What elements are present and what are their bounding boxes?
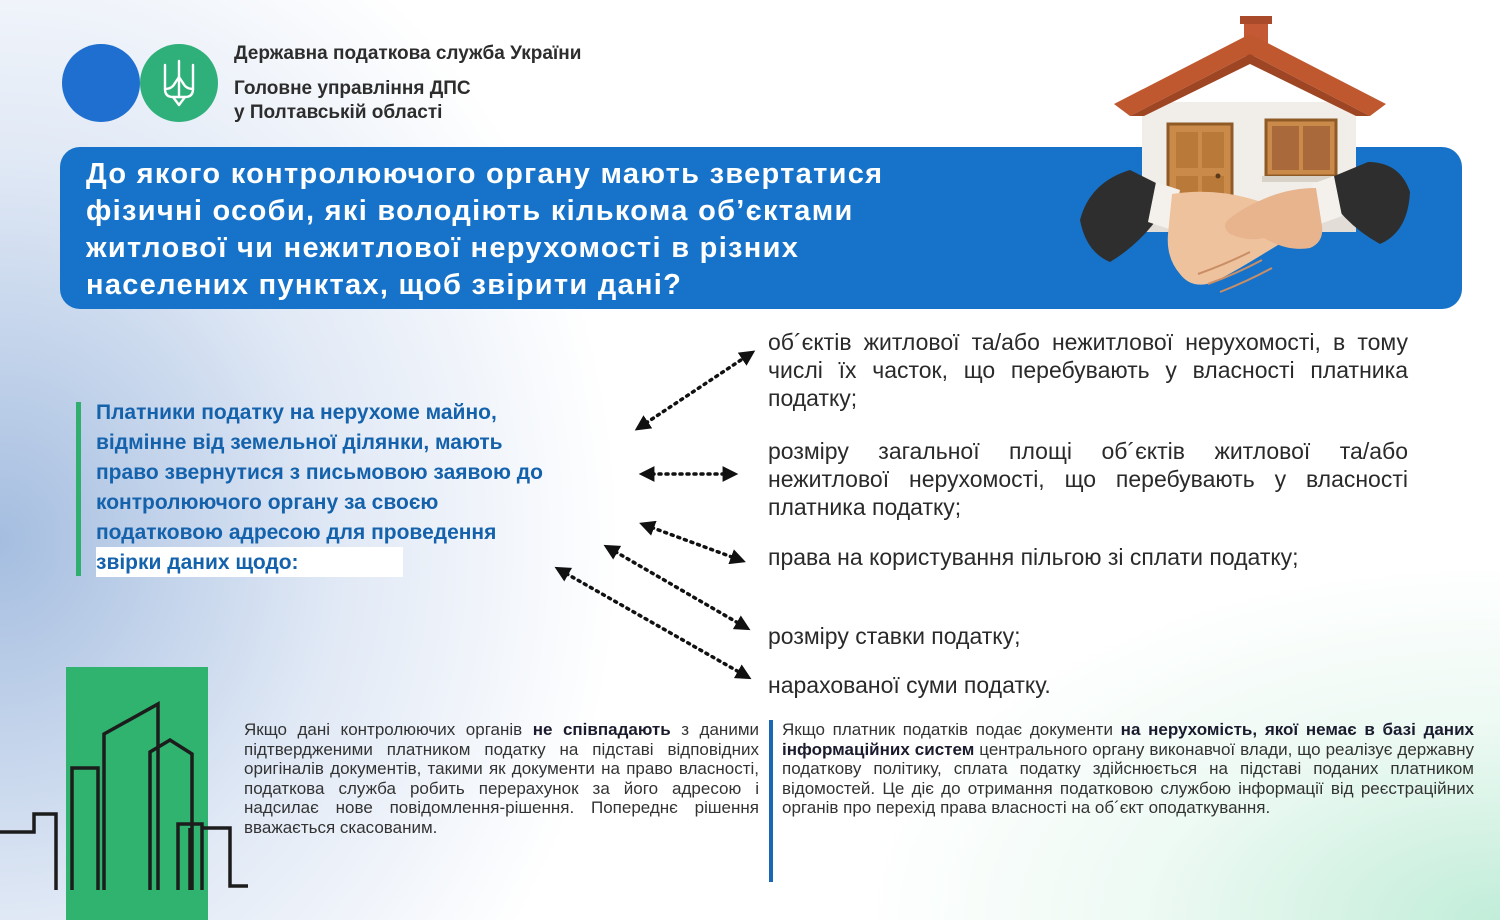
note-right-bold: на нерухомість, якої немає в базі даних інформаційних систем xyxy=(782,720,1474,759)
org-name: Державна податкова служба України xyxy=(234,43,582,64)
note-left-bold: не співпадають xyxy=(532,720,671,739)
org-department: Головне управління ДПС xyxy=(234,78,471,99)
note-right-part2: центрального органу виконавчої влади, що реалізує державну податкову політику, сплата податку здійснюється на підставі поданих платником відомостей. Це діє до отримання податковою службою інформації від реєстраційних органів про перехід права власності на об´єкт оподаткування. xyxy=(782,739,1474,817)
note-missing-property xyxy=(782,720,1474,818)
intro-text: Платники податку на нерухоме майно, відмінне від земельної ділянки, мають право звернутися з письмовою заявою до контролюючого органу за своєю податковою адресою для проведення звірки даних щодо: xyxy=(96,401,543,574)
list-item: об´єктів житлової та/або нежитлової нерухомості, в тому числі їх часток, що перебувають у власності платника податку; xyxy=(768,329,1408,411)
arrow-1 xyxy=(640,354,750,427)
arrow-4 xyxy=(609,548,745,627)
note-right-part1: Якщо платник податків подає документи xyxy=(782,720,1121,739)
list-item: розміру загальної площі об´єктів житлової та/або нежитлової нерухомості, що перебувають у власності платника податку; xyxy=(768,438,1408,520)
list-item: нарахованої суми податку. xyxy=(768,672,1051,698)
note-mismatch xyxy=(244,720,759,837)
page-title: До якого контролюючого органу мають звертатися фізичні особи, які володіють кількома об’єктами житлової чи нежитлової нерухомості в різних населених пунктах, щоб звірити дані? xyxy=(86,158,884,301)
list-item: розміру ставки податку; xyxy=(768,623,1021,649)
arrow-5 xyxy=(560,570,746,676)
note-right-accent-bar xyxy=(769,720,773,882)
city-outline-icon xyxy=(0,690,250,890)
note-left-part1: Якщо дані контролюючих органів xyxy=(244,720,533,739)
note-left-part2: з даними підтвердженими платником податку на підставі відповідних оригіналів документів, такими як документи на право власності, податкова служба робить перерахунок за його адресою і надсилає нове повідомлення-рішення. Попереднє рішення вважається скасованим. xyxy=(244,720,759,837)
arrow-3 xyxy=(645,525,740,560)
org-region: у Полтавській області xyxy=(234,102,443,123)
list-item: права на користування пільгою зі сплати податку; xyxy=(768,544,1299,570)
